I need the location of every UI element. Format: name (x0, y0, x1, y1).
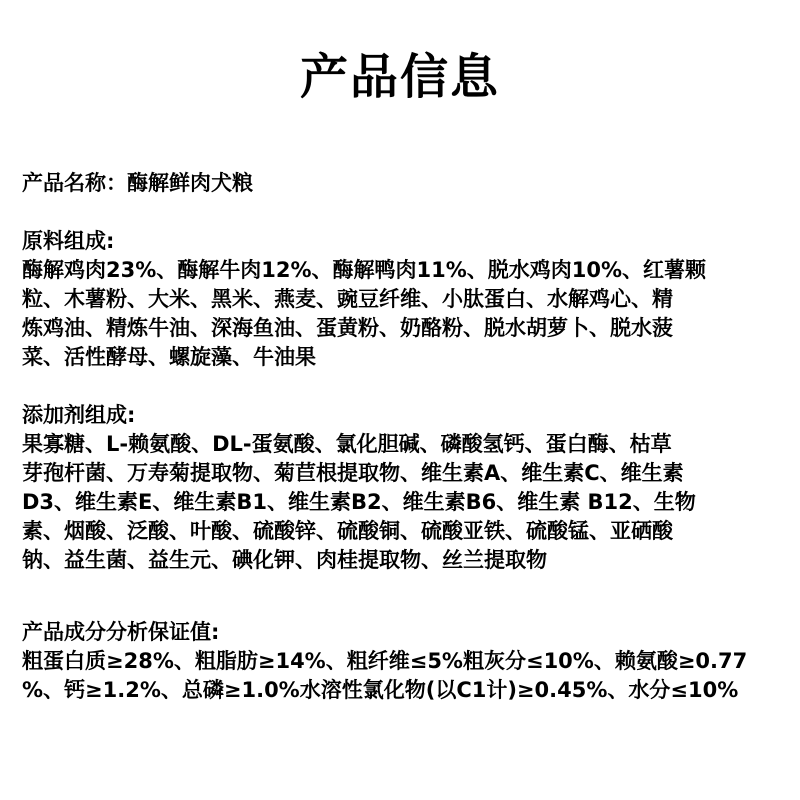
additives-line: D3、维生素E、维生素B1、维生素B2、维生素B6、维生素 B12、生物 (22, 490, 696, 514)
analysis-line: 粗蛋白质≥28%、粗脂肪≥14%、粗纤维≤5%粗灰分≤10%、赖氨酸≥0.77 (22, 649, 748, 673)
ingredients-line: 炼鸡油、精炼牛油、深海鱼油、蛋黄粉、奶酪粉、脱水胡萝卜、脱水菠 (22, 316, 673, 340)
additives-line: 钠、益生菌、益生元、碘化钾、肉桂提取物、丝兰提取物 (22, 548, 547, 572)
page-title: 产品信息 (299, 49, 500, 105)
additives-line: 果寡糖、L-赖氨酸、DL-蛋氨酸、氯化胆碱、磷酸氢钙、蛋白酶、枯草 (22, 432, 672, 456)
ingredients-line: 菜、活性酵母、螺旋藻、牛油果 (22, 345, 316, 369)
additives-line: 素、烟酸、泛酸、叶酸、硫酸锌、硫酸铜、硫酸亚铁、硫酸锰、亚硒酸 (22, 519, 673, 543)
analysis-line: %、钙≥1.2%、总磷≥1.0%水溶性氯化物(以C1计)≥0.45%、水分≤10% (22, 678, 739, 702)
analysis-heading: 产品成分分析保证值: (22, 620, 220, 644)
product-name: 产品名称：酶解鲜肉犬粮 (22, 171, 253, 195)
ingredients-line: 粒、木薯粉、大米、黑米、燕麦、豌豆纤维、小肽蛋白、水解鸡心、精 (22, 287, 673, 311)
ingredients-line: 酶解鸡肉23%、酶解牛肉12%、酶解鸭肉11%、脱水鸡肉10%、红薯颗 (22, 258, 707, 282)
additives-line: 芽孢杆菌、万寿菊提取物、菊苣根提取物、维生素A、维生素C、维生素 (22, 461, 684, 485)
additives-heading: 添加剂组成: (22, 403, 136, 427)
ingredients-heading: 原料组成: (22, 229, 115, 253)
